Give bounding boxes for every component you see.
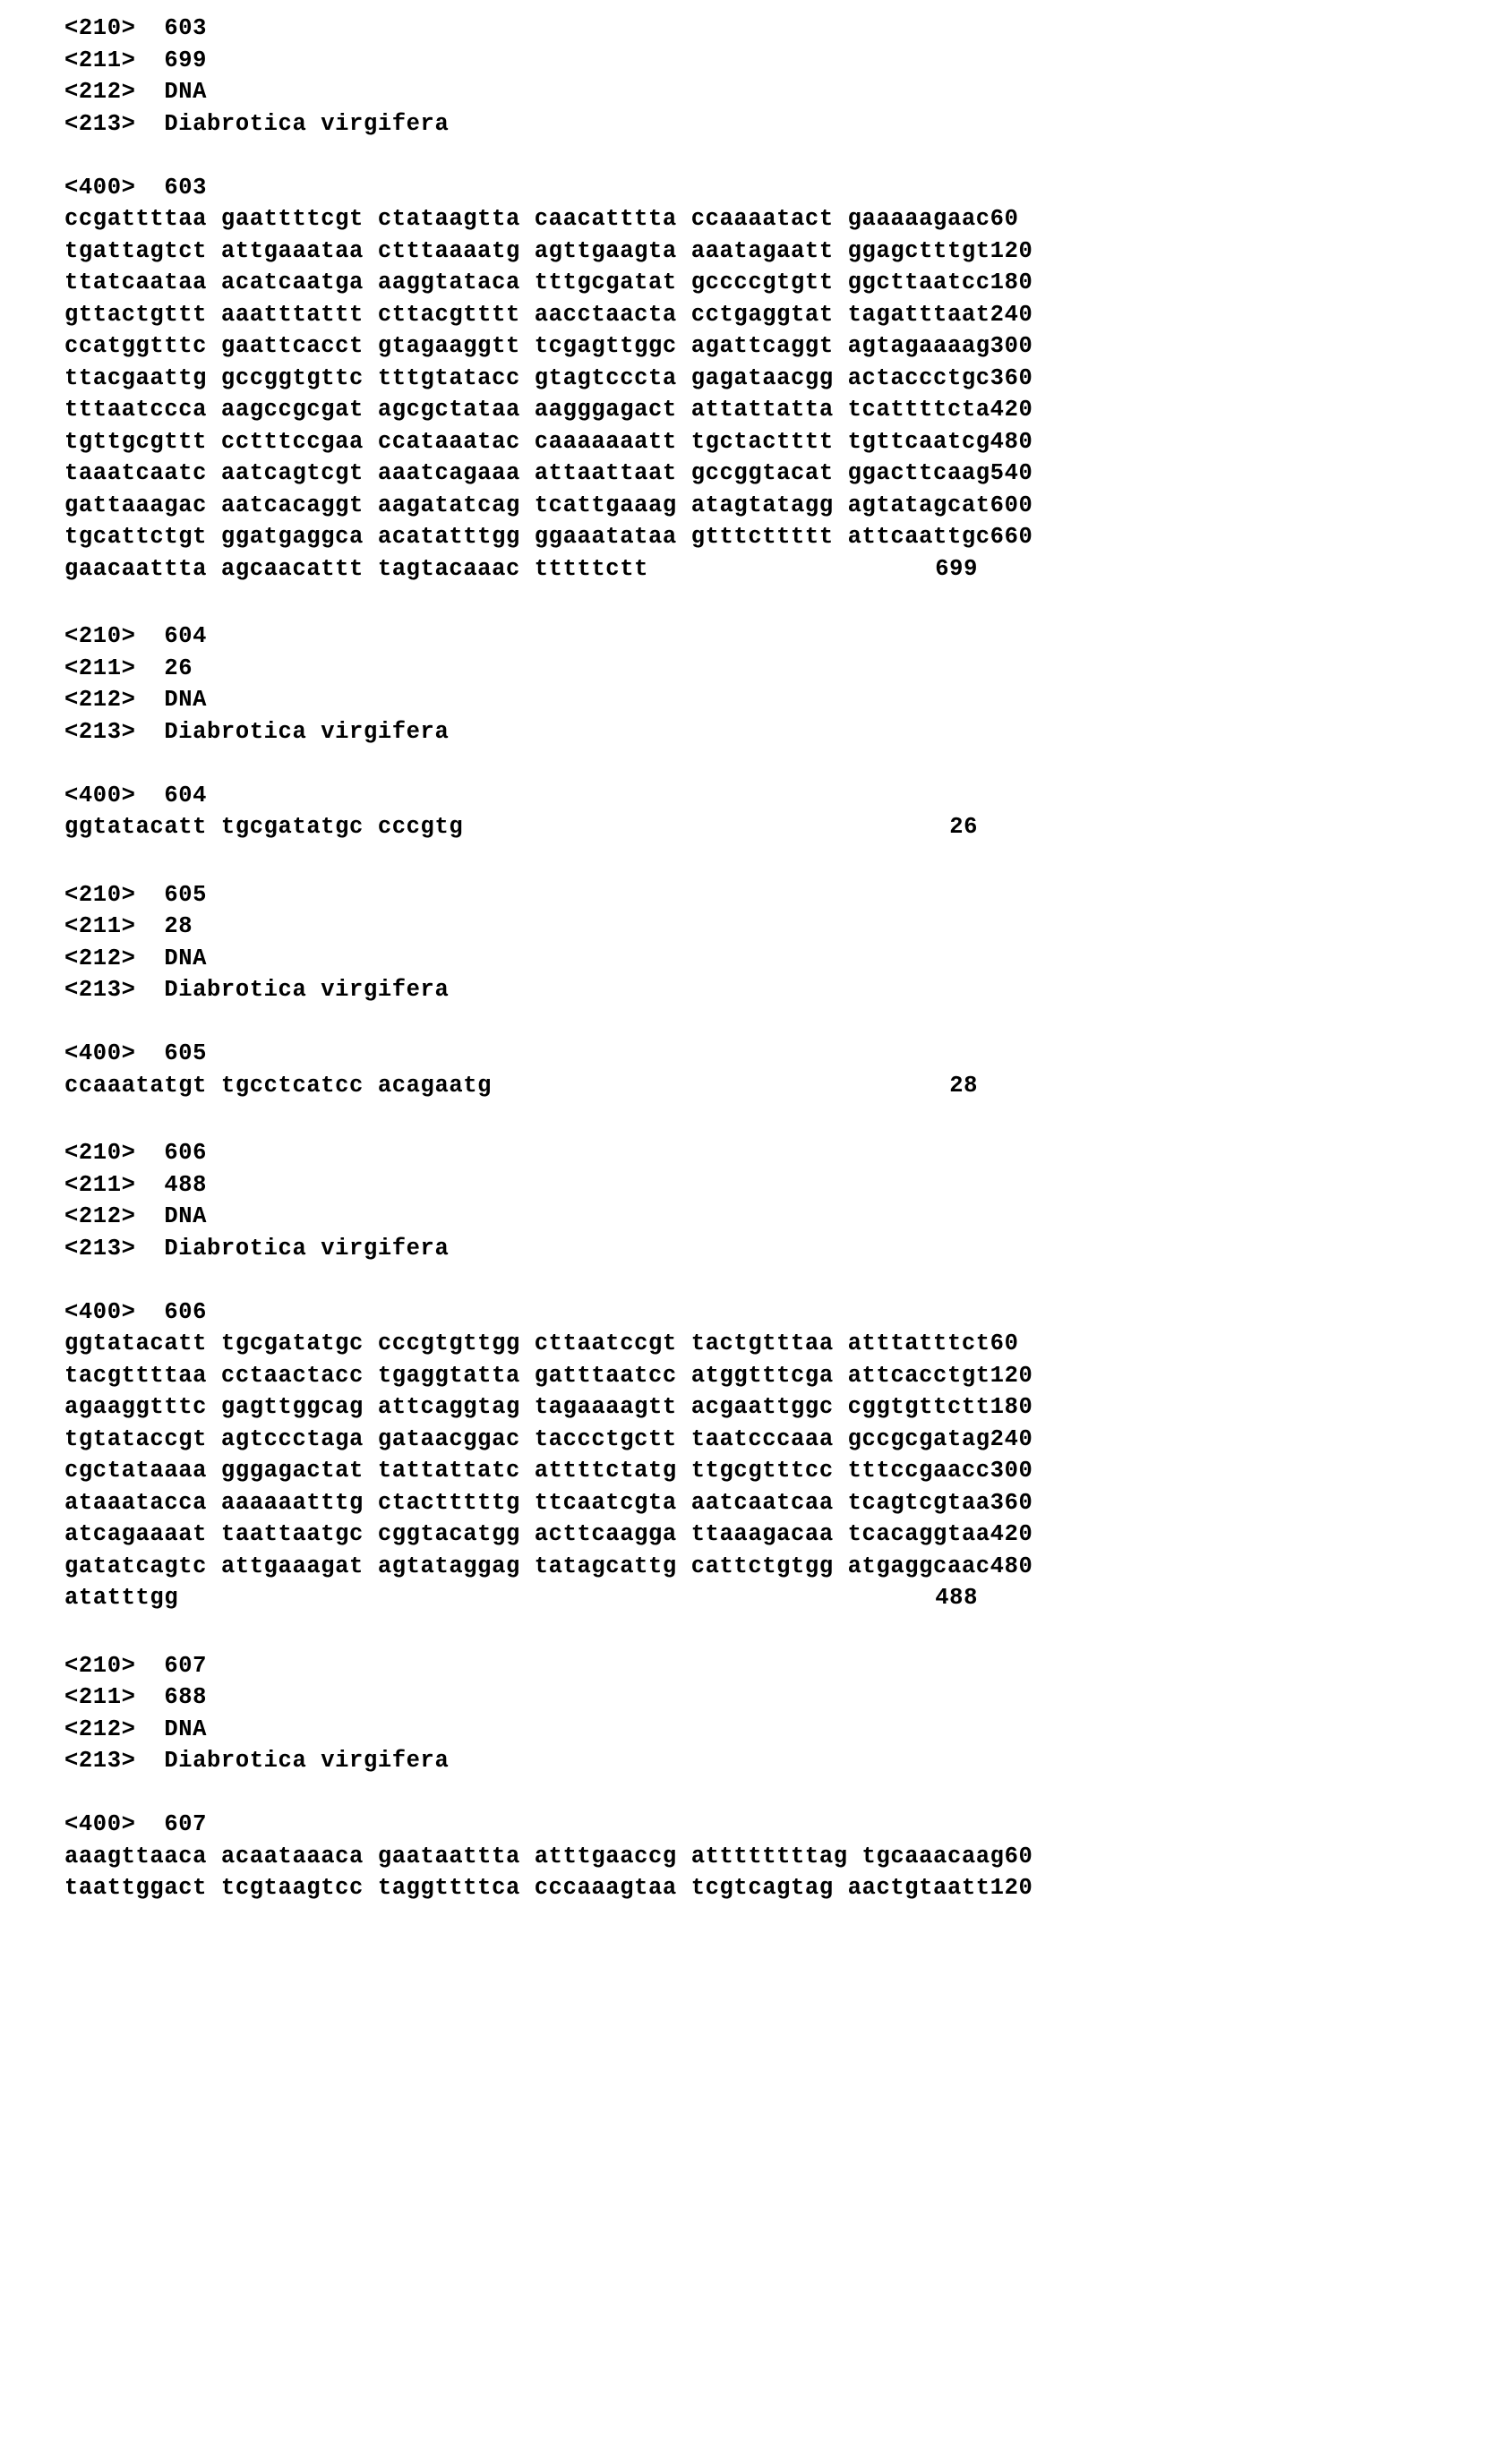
sequence-bases: ccatggtttc gaattcacct gtagaaggtt tcgagttggc agattcaggt agtagaaaag [64, 333, 990, 359]
sequence-block [64, 620, 1428, 843]
sequence-position-number: 480 [990, 1553, 1033, 1579]
sequence-line [64, 394, 1033, 426]
sequence-line [64, 235, 1033, 268]
sequence-bases: gattaaagac aatcacaggt aagatatcag tcattgaaag atagtatagg agtatagcat [64, 492, 990, 518]
sequence-bases: atcagaaaat taattaatgc cggtacatgg acttcaagga ttaaagacaa tcacaggtaa [64, 1521, 990, 1547]
sequence-id-line: <400> 605 [64, 1040, 208, 1066]
sequence-position-number: 60 [1004, 1843, 1033, 1869]
sequence-bases: ccaaatatgt tgcctcatcc acagaatg [64, 1072, 493, 1099]
sequence-position-number: 120 [990, 1362, 1033, 1389]
sequence-line [64, 1360, 1033, 1392]
sequence-line [64, 1424, 1033, 1456]
sequence-position-number: 420 [990, 397, 1033, 423]
header-gap [64, 140, 1428, 172]
header-gap [64, 1006, 1428, 1039]
sequence-line [64, 1841, 1033, 1873]
sequence-header-line: <211> 688 [64, 1684, 208, 1710]
sequence-bases: tgattagtct attgaaataa ctttaaaatg agttgaagta aaatagaatt ggagctttgt [64, 237, 990, 264]
sequence-line [64, 363, 1033, 395]
sequence-position-number: 120 [990, 237, 1033, 264]
sequence-id-line: <400> 603 [64, 174, 208, 201]
sequence-line [64, 1328, 1019, 1360]
sequence-line [64, 330, 1033, 363]
sequence-header-line: <212> DNA [64, 945, 208, 971]
sequence-line [64, 1391, 1033, 1424]
sequence-line [64, 426, 1033, 458]
sequence-header-line: <210> 607 [64, 1652, 208, 1679]
sequence-bases: tacgttttaa cctaactacc tgaggtatta gatttaatcc atggtttcga attcacctgt [64, 1362, 990, 1389]
sequence-bases: agaaggtttc gagttggcag attcaggtag tagaaaagtt acgaattggc cggtgttctt [64, 1394, 990, 1420]
sequence-position-number: 300 [990, 333, 1033, 359]
sequence-bases: tgttgcgttt cctttccgaa ccataaatac caaaaaaatt tgctactttt tgttcaatcg [64, 428, 990, 455]
header-gap [64, 1264, 1428, 1296]
sequence-line [64, 299, 1033, 331]
sequence-position-number: 60 [990, 1330, 1019, 1356]
sequence-bases: ggtatacatt tgcgatatgc cccgtg [64, 814, 464, 840]
sequence-line [64, 1487, 1033, 1519]
sequence-position-number: 26 [949, 814, 978, 840]
sequence-line [64, 1519, 1033, 1551]
sequence-line [64, 1455, 1033, 1487]
header-gap [64, 748, 1428, 780]
sequence-header-line: <213> Diabrotica virgifera [64, 977, 450, 1003]
sequence-position-number: 480 [990, 428, 1033, 455]
sequence-header-line: <210> 604 [64, 623, 208, 649]
sequence-blocks-container [64, 13, 1428, 1904]
sequence-header-line: <210> 606 [64, 1140, 208, 1166]
sequence-header-line: <212> DNA [64, 687, 208, 713]
sequence-bases: cgctataaaa gggagactat tattattatc attttctatg ttgcgtttcc tttccgaacc [64, 1458, 990, 1484]
sequence-bases: tttaatccca aagccgcgat agcgctataa aagggagact attattatta tcattttcta [64, 397, 990, 423]
sequence-header-line: <213> Diabrotica virgifera [64, 1235, 450, 1262]
sequence-position-number: 240 [990, 1425, 1033, 1452]
sequence-header-line: <213> Diabrotica virgifera [64, 110, 450, 137]
sequence-bases: ttatcaataa acatcaatga aaggtataca tttgcgatat gccccgtgtt ggcttaatcc [64, 270, 990, 295]
sequence-bases: ccgattttaa gaattttcgt ctataagtta caacatttta ccaaaatact gaaaaagaac [64, 206, 990, 232]
sequence-bases: aaagttaaca acaataaaca gaataattta atttgaaccg attttttttag tgcaaacaag [64, 1843, 1005, 1869]
sequence-header-line: <212> DNA [64, 79, 208, 105]
sequence-line [64, 1582, 978, 1614]
sequence-header-line: <212> DNA [64, 1715, 208, 1742]
sequence-position-number: 360 [990, 364, 1033, 391]
sequence-header-line: <213> Diabrotica virgifera [64, 718, 450, 745]
sequence-block [64, 1137, 1428, 1614]
sequence-line [64, 1872, 1033, 1904]
sequence-header-line: <211> 699 [64, 47, 208, 73]
sequence-id-line: <400> 604 [64, 782, 208, 808]
sequence-position-number: 60 [990, 206, 1019, 232]
sequence-line [64, 553, 978, 586]
sequence-position-number: 300 [990, 1458, 1033, 1484]
sequence-header-line: <210> 603 [64, 15, 208, 41]
sequence-id-line: <400> 606 [64, 1298, 208, 1325]
sequence-bases: tgtataccgt agtccctaga gataacggac taccctgctt taatcccaaa gccgcgatag [64, 1425, 990, 1452]
sequence-line [64, 1070, 978, 1102]
sequence-line [64, 1551, 1033, 1583]
sequence-bases: ggtatacatt tgcgatatgc cccgtgttgg cttaatccgt tactgtttaa atttatttct [64, 1330, 990, 1356]
sequence-id-line: <400> 607 [64, 1811, 208, 1837]
sequence-line [64, 203, 1019, 235]
sequence-line [64, 267, 1033, 299]
sequence-header-line: <213> Diabrotica virgifera [64, 1748, 450, 1774]
sequence-line [64, 458, 1033, 490]
sequence-position-number: 180 [990, 1394, 1033, 1420]
sequence-header-line: <210> 605 [64, 881, 208, 908]
sequence-position-number: 28 [949, 1072, 978, 1099]
sequence-line [64, 490, 1033, 522]
sequence-block [64, 879, 1428, 1102]
sequence-position-number: 660 [990, 524, 1033, 550]
sequence-header-line: <211> 488 [64, 1171, 208, 1198]
sequence-bases: gttactgttt aaatttattt cttacgtttt aacctaacta cctgaggtat tagatttaat [64, 301, 990, 328]
sequence-bases: taaatcaatc aatcagtcgt aaatcagaaa attaattaat gccggtacat ggacttcaag [64, 460, 990, 486]
sequence-block [64, 1650, 1428, 1904]
sequence-line [64, 521, 1033, 553]
sequence-position-number: 600 [990, 492, 1033, 518]
sequence-bases: ataaatacca aaaaaatttg ctactttttg ttcaatcgta aatcaatcaa tcagtcgtaa [64, 1489, 990, 1516]
sequence-position-number: 180 [990, 270, 1033, 295]
sequence-header-line: <211> 26 [64, 654, 193, 681]
sequence-position-number: 488 [935, 1585, 978, 1611]
sequence-position-number: 120 [990, 1875, 1033, 1901]
sequence-position-number: 540 [990, 460, 1033, 486]
sequence-position-number: 240 [990, 301, 1033, 328]
sequence-position-number: 420 [990, 1521, 1033, 1547]
sequence-block [64, 13, 1428, 585]
sequence-header-line: <211> 28 [64, 913, 193, 939]
sequence-position-number: 360 [990, 1489, 1033, 1516]
sequence-line [64, 811, 978, 843]
sequence-bases: atatttgg [64, 1585, 179, 1611]
sequence-bases: ttacgaattg gccggtgttc tttgtatacc gtagtcccta gagataacgg actaccctgc [64, 364, 990, 391]
sequence-bases: gatatcagtc attgaaagat agtataggag tatagcattg cattctgtgg atgaggcaac [64, 1553, 990, 1579]
header-gap [64, 1777, 1428, 1810]
sequence-bases: taattggact tcgtaagtcc taggttttca cccaaagtaa tcgtcagtag aactgtaatt [64, 1875, 990, 1901]
sequence-position-number: 699 [935, 555, 978, 582]
sequence-bases: gaacaattta agcaacattt tagtacaaac tttttctt [64, 555, 649, 582]
sequence-header-line: <212> DNA [64, 1203, 208, 1229]
sequence-bases: tgcattctgt ggatgaggca acatatttgg ggaaatataa gtttcttttt attcaattgc [64, 524, 990, 550]
